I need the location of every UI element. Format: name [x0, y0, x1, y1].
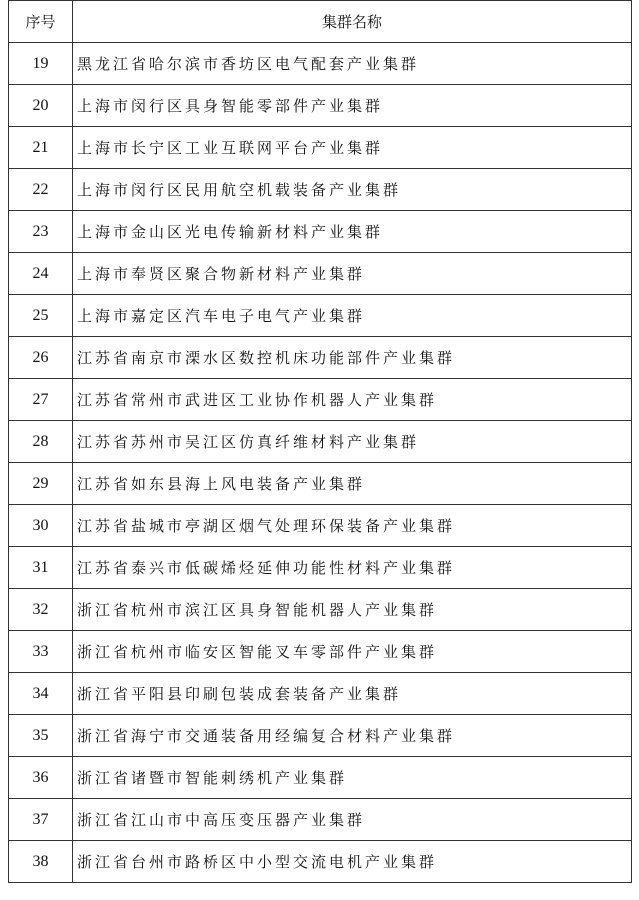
serial-number-cell: 36 — [9, 757, 73, 799]
serial-number-cell: 20 — [9, 85, 73, 127]
serial-number-cell: 27 — [9, 379, 73, 421]
serial-number-cell: 25 — [9, 295, 73, 337]
table-row — [9, 127, 632, 169]
table-row — [9, 547, 632, 589]
cluster-name-cell: 浙江省杭州市临安区智能叉车零部件产业集群 — [73, 631, 632, 673]
serial-number-cell: 28 — [9, 421, 73, 463]
table-row — [9, 841, 632, 883]
table-body — [9, 43, 632, 883]
cluster-name-cell: 江苏省泰兴市低碳烯烃延伸功能性材料产业集群 — [73, 547, 632, 589]
cluster-name-cell: 浙江省台州市路桥区中小型交流电机产业集群 — [73, 841, 632, 883]
table-row — [9, 253, 632, 295]
table-row — [9, 589, 632, 631]
cluster-table-container — [8, 0, 632, 883]
table-row — [9, 337, 632, 379]
serial-number-cell: 38 — [9, 841, 73, 883]
cluster-name-cell: 上海市闵行区具身智能零部件产业集群 — [73, 85, 632, 127]
table-row — [9, 211, 632, 253]
serial-number-cell: 34 — [9, 673, 73, 715]
table-header-row — [9, 1, 632, 43]
serial-number-cell: 23 — [9, 211, 73, 253]
serial-number-cell: 32 — [9, 589, 73, 631]
table-row — [9, 379, 632, 421]
table-row — [9, 43, 632, 85]
cluster-name-cell: 上海市奉贤区聚合物新材料产业集群 — [73, 253, 632, 295]
cluster-name-cell: 浙江省诸暨市智能刺绣机产业集群 — [73, 757, 632, 799]
table-row — [9, 673, 632, 715]
header-serial-number: 序号 — [9, 1, 73, 43]
cluster-name-cell: 黑龙江省哈尔滨市香坊区电气配套产业集群 — [73, 43, 632, 85]
table-row — [9, 295, 632, 337]
cluster-name-cell: 江苏省常州市武进区工业协作机器人产业集群 — [73, 379, 632, 421]
cluster-name-cell: 江苏省盐城市亭湖区烟气处理环保装备产业集群 — [73, 505, 632, 547]
cluster-name-cell: 江苏省如东县海上风电装备产业集群 — [73, 463, 632, 505]
cluster-name-cell: 上海市嘉定区汽车电子电气产业集群 — [73, 295, 632, 337]
cluster-name-cell: 浙江省江山市中高压变压器产业集群 — [73, 799, 632, 841]
serial-number-cell: 31 — [9, 547, 73, 589]
cluster-name-cell: 江苏省南京市溧水区数控机床功能部件产业集群 — [73, 337, 632, 379]
serial-number-cell: 33 — [9, 631, 73, 673]
table-row — [9, 757, 632, 799]
cluster-name-cell: 浙江省杭州市滨江区具身智能机器人产业集群 — [73, 589, 632, 631]
table-row — [9, 169, 632, 211]
table-row — [9, 85, 632, 127]
serial-number-cell: 26 — [9, 337, 73, 379]
cluster-name-cell: 浙江省海宁市交通装备用经编复合材料产业集群 — [73, 715, 632, 757]
serial-number-cell: 37 — [9, 799, 73, 841]
table-row — [9, 505, 632, 547]
table-row — [9, 631, 632, 673]
serial-number-cell: 35 — [9, 715, 73, 757]
cluster-name-cell: 上海市金山区光电传输新材料产业集群 — [73, 211, 632, 253]
serial-number-cell: 30 — [9, 505, 73, 547]
table-row — [9, 799, 632, 841]
table-row — [9, 715, 632, 757]
header-cluster-name: 集群名称 — [73, 1, 632, 43]
table-row — [9, 463, 632, 505]
serial-number-cell: 21 — [9, 127, 73, 169]
serial-number-cell: 29 — [9, 463, 73, 505]
serial-number-cell: 19 — [9, 43, 73, 85]
cluster-name-cell: 浙江省平阳县印刷包装成套装备产业集群 — [73, 673, 632, 715]
cluster-name-cell: 上海市闵行区民用航空机载装备产业集群 — [73, 169, 632, 211]
serial-number-cell: 24 — [9, 253, 73, 295]
cluster-name-cell: 江苏省苏州市吴江区仿真纤维材料产业集群 — [73, 421, 632, 463]
cluster-name-cell: 上海市长宁区工业互联网平台产业集群 — [73, 127, 632, 169]
table-row — [9, 421, 632, 463]
cluster-table — [8, 0, 632, 883]
serial-number-cell: 22 — [9, 169, 73, 211]
